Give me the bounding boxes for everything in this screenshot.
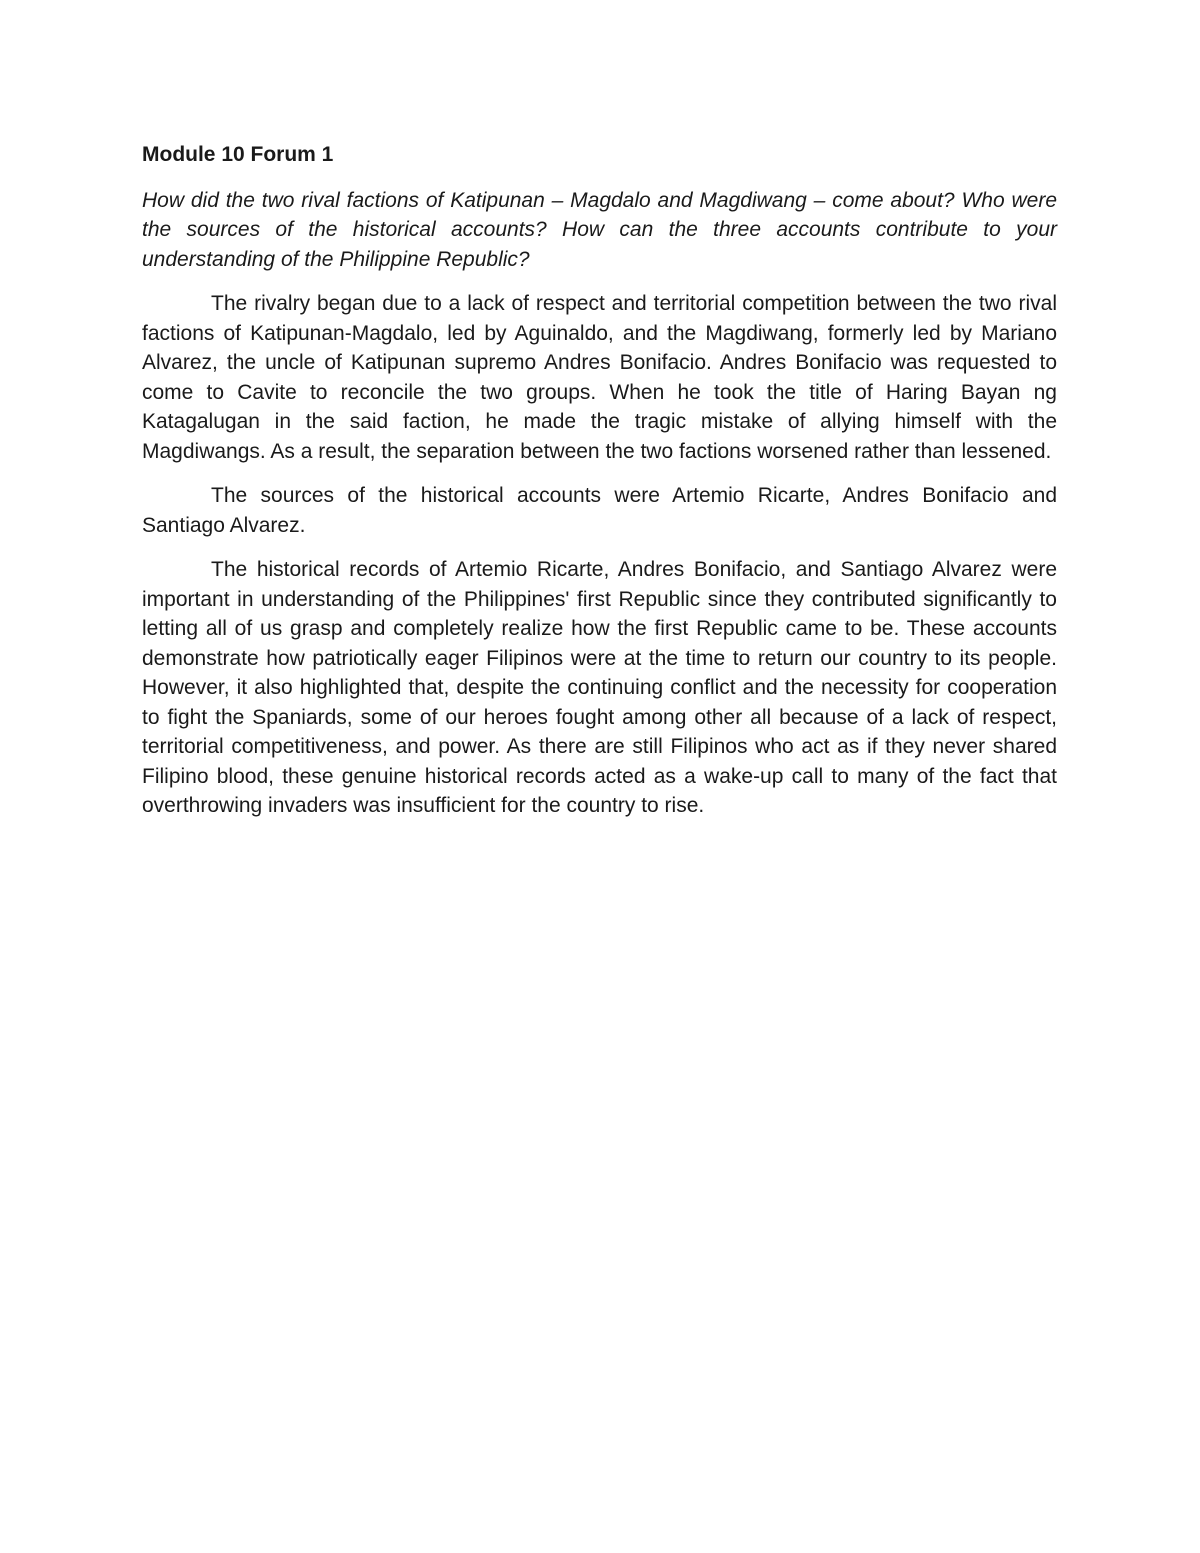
answer-paragraph-contribution: The historical records of Artemio Ricarte, Andres Bonifacio, and Santiago Alvarez were important in understanding of the Philippines' first Republic since they contributed significantly to letting all of us grasp and completely realize how the first Republic came to be. These accounts demonstrate how patriotically eager Filipinos were at the time to return our country to its people. However, it also highlighted that, despite the continuing conflict and the necessity for cooperation to fight the Spaniards, some of our heroes fought among other all because of a lack of respect, territorial competitiveness, and power. As there are still Filipinos who act as if they never shared Filipino blood, these genuine historical records acted as a wake-up call to many of the fact that overthrowing invaders was insufficient for the country to rise. [142, 558, 1057, 817]
document-body [142, 140, 1057, 836]
answer-paragraph-rivalry: The rivalry began due to a lack of respect and territorial competition between the two rival factions of Katipunan-Magdalo, led by Aguinaldo, and the Magdiwang, formerly led by Mariano Alvarez, the uncle of Katipunan supremo Andres Bonifacio. Andres Bonifacio was requested to come to Cavite to reconcile the two groups. When he took the title of Haring Bayan ng Katagalugan in the said faction, he made the tragic mistake of allying himself with the Magdiwangs. As a result, the separation between the two factions worsened rather than lessened. [142, 292, 1057, 463]
forum-question: How did the two rival factions of Katipunan – Magdalo and Magdiwang – come about? Who were the sources of the historical accounts? How can the three accounts contribute to your understanding of the Philippine Republic? [142, 188, 1057, 271]
answer-paragraph-sources: The sources of the historical accounts were Artemio Ricarte, Andres Bonifacio and Santiago Alvarez. [142, 484, 1057, 537]
document-title: Module 10 Forum 1 [142, 143, 334, 166]
